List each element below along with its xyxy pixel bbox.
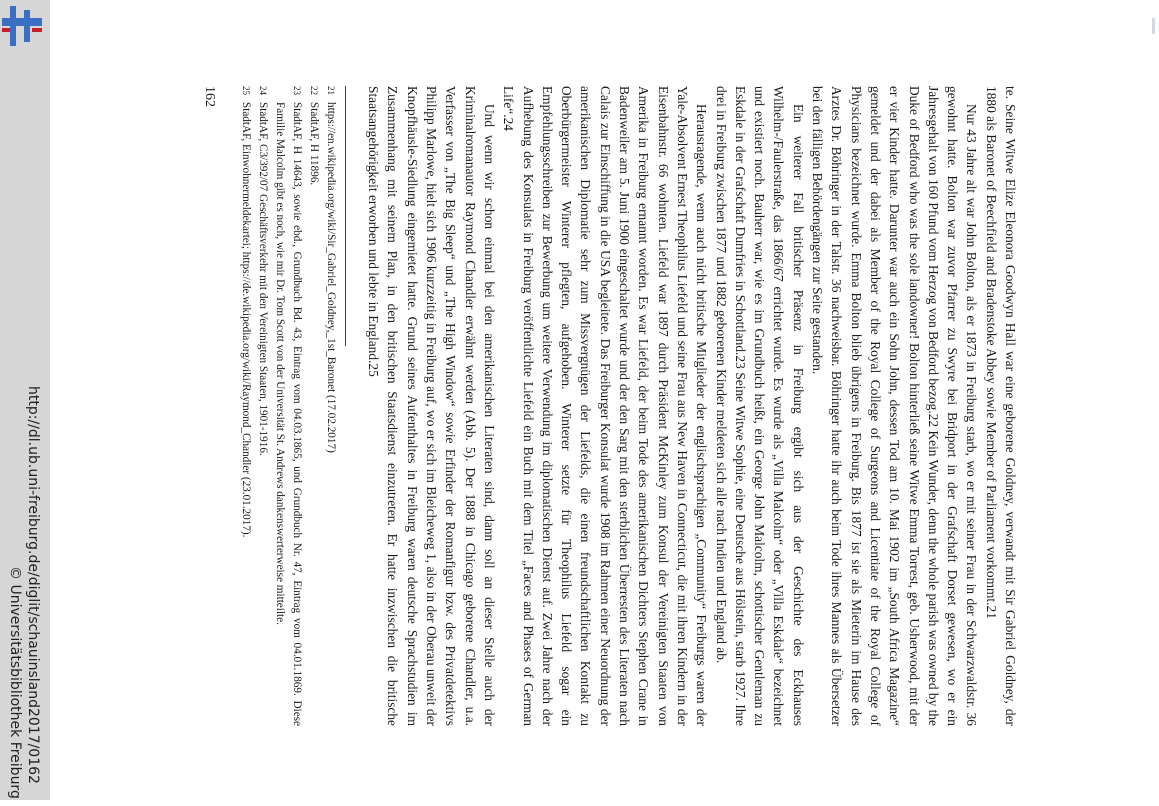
footnote-item: 23 StadtAF, H 14643, sowie ebd., Grundbuch Bd. 43, Eintrag vom 04.03.1865, und Grundbuch Nr. 47, Eintrag vom 04.01.1869. Diese Familie Malcolm gibt es noch, wie mir Dr. Tom Scott von der Universität St. Andrews dankenswerterweise mitteilte. — [273, 86, 303, 726]
page-number: 162 — [201, 86, 217, 107]
copyright-notice: © Universitätsbibliothek Freiburg — [7, 566, 23, 799]
paragraph-4: Herausragende, wenn auch nicht britische Mitglieder der englischsprachigen „Community“ Freiburgs waren der Yale-Absolvent Ernest Theophilus Liefeld und seine Frau aus New Haven in Connecticut, die mit ihren Kindern in der Eisenbahnstr. 66 wohnten. Liefeld war 1897 durch Präsident McKinley zum Konsul der Vereinigten Staaten von Amerika in Freiburg ernannt worden. Es war Liefeld, der beim Tode des amerikanischen Dichters Stephen Crane in Badenweiler am 5. Juni 1900 eingeschaltet wurde und der den Sarg mit den sterblichen Überresten des Literaten nach Calais zur Einschiffung in die USA begleitete. Das Freiburger Konsulat wurde 1908 im Rahmen einer Neuordnung der amerikanischen Diplomatie sehr zum Missvergnügen der Liefelds, die einen freundschaftlichen Kontakt zu Oberbürgermeister Winterer pflegten, aufgehoben. Winterer setzte für Theophilus Liefeld sogar ein Empfehlungsschreiben zur Bewerbung um weitere Verwendung im diplomatischen Dienst auf. Zwei Jahre nach der Aufhebung des Konsulats in Freiburg veröffentlichte Liefeld ein Buch mit dem Titel „Faces and Phases of German Life“.24 — [501, 86, 710, 726]
paragraph-3: Ein weiterer Fall britischer Präsenz in Freiburg ergibt sich aus der Geschichte des Eckhauses Wilhelm-/Faulerstraße, das 1866/67 errichtet wurde. Es wurde als „Villa Malcolm“ oder „Villa Eskdale“ bezeichnet und existiert noch. Bauherr war, wie es im Grundbuch heißt, ein George John Malcolm, schottischer Gentleman zu Eskdale in der Grafschaft Dumfries in Schottland.23 Seine Witwe Sophie, eine Deutsche aus Hölstein, starb 1927. Ihre drei in Freiburg zwischen 1877 und 1882 geborenen Kinder meldeten sich alle nach Indien und England ab. — [713, 86, 806, 726]
paragraph-5: Und wenn wir schon einmal bei den amerikanischen Literaten sind, dann soll an dieser Stelle auch der Kriminalromanautor Raymond Chandler erwähnt werden (Abb. 5). Der 1888 in Chicago geborene Chandler, u.a. Verfasser von „The Big Sleep“ und „The High Window“ sowie Erfinder der Romanfigur bzw. des Privatdetektivs Philipp Marlowe, hielt sich 1906 kurzzeitig in Freiburg auf, wo er sich im Bleicheweg 1, also in der Oberau unweit der Knopfhäusle-Siedlung eingemietet hatte. Grund seines Aufenthaltes in Freiburg waren deutsche Sprachstudien im Zusammenhang mit seinem Plan, in den britischen Staatsdienst einzutreten. Er hatte inzwischen die britische Staatsangehörigkeit erworben und lebte in England.25 — [366, 86, 497, 726]
scanned-page — [80, 86, 1020, 726]
footnote-item: 24 StadtAF, C3/392/07 Geschäftsverkehr mit den Vereinigten Staaten, 1901-1916. — [256, 86, 269, 456]
footnote-item: 21 https://en.wikipedia.org/wiki/Sir_Gabriel_Goldney,_1st_Baronet (17.02.2017) — [324, 86, 337, 453]
footnote-item: 25 StadtAF, Einwohnermeldekartei; https://de.wikipedia.org/wiki/Raymond_Chandler (23.01.2017). — [239, 86, 252, 538]
paragraph-1: te. Seine Witwe Elize Eleonora Goodwyn Hall war eine geborene Goldney, verwandt mit Sir Gabriel Goldney, der 1880 als Baronet of Beechfield and Bradenstoke Abbey sowie Member of Parliament vorkommt.21 — [983, 86, 1018, 726]
footnote-item: 22 StadtAF, H 11896. — [307, 86, 320, 186]
scrollbar-stub[interactable] — [1152, 18, 1155, 34]
viewer-sidebar — [0, 0, 50, 800]
paragraph-2: Nur 43 Jahre alt war John Bolton, als er 1873 in Freiburg starb, wo er mit seiner Frau in der Schwarzwaldstr. 36 gewohnt hatte. Bolton war zuvor Pfarrer zu Swyre bei Bridport in der Grafschaft Dorset gewesen, wo er ein Jahresgehalt von 160 Pfund vom Herzog von Bedford bezog.22 Kein Wunder, denn the whole parish was owned by the Duke of Bedford who was the sole landowner! Bolton hinterließ seine Witwe Emma Torrest, geb. Usherwood, mit der er vier Kinder hatte. Darunter war auch ein Sohn John, dessen Tod am 10. Mai 1902 im „South Africa Magazine“ gemeldet und der dabei als Member of the Royal College of Surgeons and Licentiate of the Royal College of Physicians bezeichnet wurde. Emma Bolton blieb übrigens in Freiburg. Bis 1877 ist sie als Mieterin im Hause des Arztes Dr. Böhringer in der Talstr. 36 nachweisbar. Böhringer hatte ihr auch beim Tode ihres Mannes als Übersetzer bei den fälligen Behördengängen zur Seite gestanden. — [810, 86, 980, 726]
footnote-rule — [345, 86, 346, 346]
ub-freiburg-logo-icon[interactable] — [2, 6, 42, 46]
footnotes — [237, 86, 346, 726]
document-url[interactable]: http://dl.ub.uni-freiburg.de/diglit/schauinsland2017/0162 — [25, 386, 41, 784]
